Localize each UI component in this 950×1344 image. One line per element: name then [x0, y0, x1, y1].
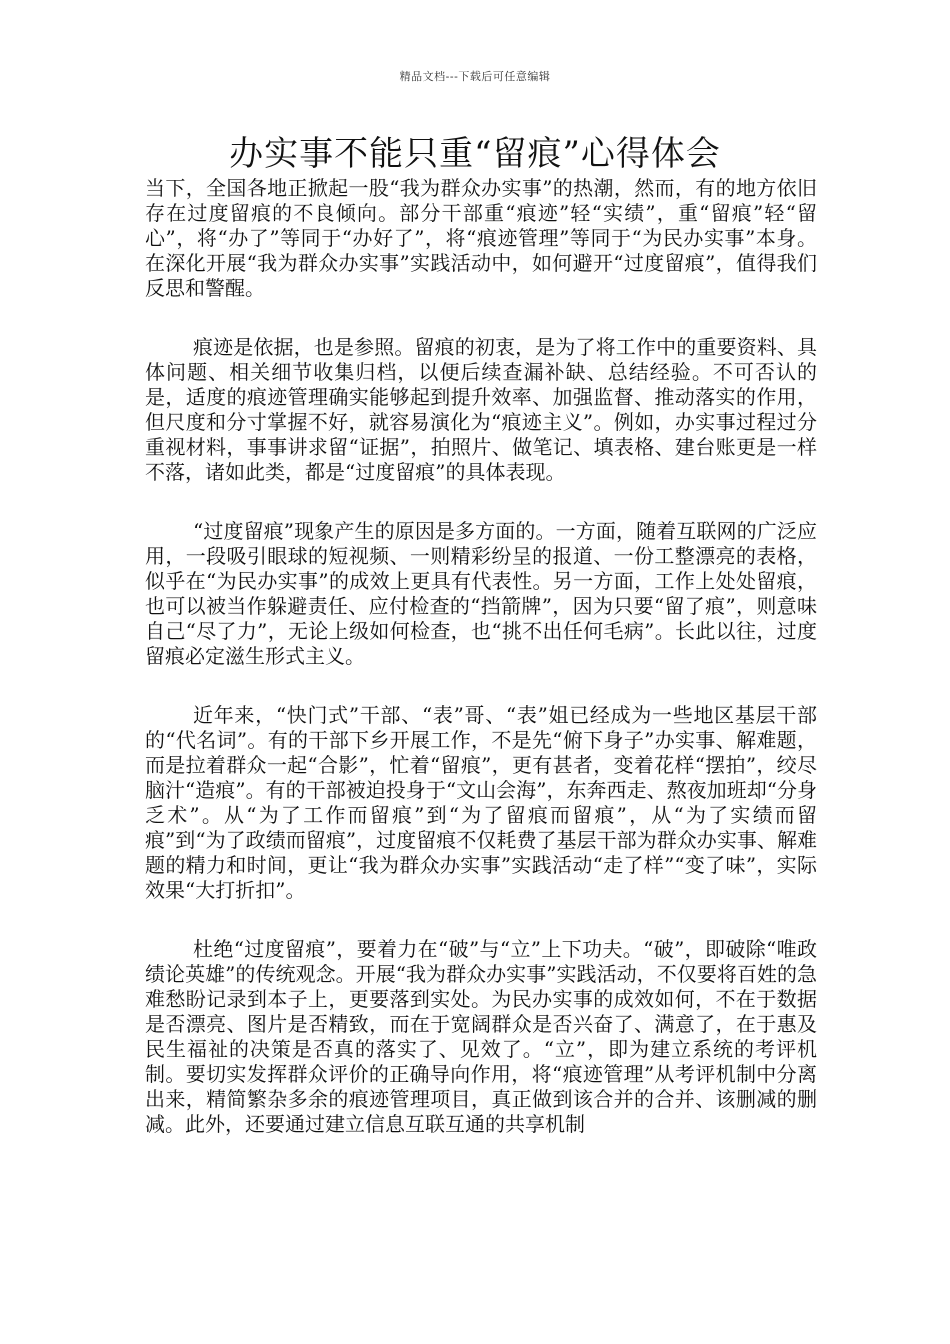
- document-body: [145, 176, 817, 1171]
- document-title: 办实事不能只重“留痕”心得体会: [229, 134, 721, 174]
- paragraph-5: 杜绝“过度留痕”，要着力在“破”与“立”上下功夫。“破”，即破除“唯政绩论英雄”的传统观念。开展“我为群众办实事”实践活动，不仅要将百姓的急难愁盼记录到本子上，更要落到实处。为民办实事的成效如何，不在于数据是否漂亮、图片是否精致，而在于宽阔群众是否兴奋了、满意了，在于惠及民生福祉的决策是否真的落实了、见效了。“立”，即为建立系统的考评机制。要切实发挥群众评价的正确导向作用，将“痕迹管理”从考评机制中分离出来，精简繁杂多余的痕迹管理项目，真正做到该合并的合并、该删减的删减。此外，还要通过建立信息互联互通的共享机制: [145, 937, 817, 1136]
- paragraph-3: “过度留痕”现象产生的原因是多方面的。一方面，随着互联网的广泛应用，一段吸引眼球的短视频、一则精彩纷呈的报道、一份工整漂亮的表格，似乎在“为民办实事”的成效上更具有代表性。另一方面，工作上处处留痕，也可以被当作躲避责任、应付检查的“挡箭牌”，因为只要“留了痕”，则意味自己“尽了力”，无论上级如何检查，也“挑不出任何毛病”。长此以往，过度留痕必定滋生形式主义。: [145, 519, 817, 668]
- paragraph-2: 痕迹是依据，也是参照。留痕的初衷，是为了将工作中的重要资料、具体问题、相关细节收集归档，以便后续查漏补缺、总结经验。不可否认的是，适度的痕迹管理确实能够起到提升效率、加强监督、推动落实的作用，但尺度和分寸掌握不好，就容易演化为“痕迹主义”。例如，办实事过程过分重视材料，事事讲求留“证据”，拍照片、做笔记、填表格、建台账更是一样不落，诸如此类，都是“过度留痕”的具体表现。: [145, 335, 817, 484]
- paragraph-4: 近年来，“快门式”干部、“表”哥、“表”姐已经成为一些地区基层干部的“代名词”。有的干部下乡开展工作，不是先“俯下身子”办实事、解难题，而是拉着群众一起“合影”，忙着“留痕”，更有甚者，变着花样“摆拍”，绞尽脑汁“造痕”。有的干部被迫投身于“文山会海”，东奔西走、熬夜加班却“分身乏术”。从“为了工作而留痕”到“为了留痕而留痕”，从“为了实绩而留痕”到“为了政绩而留痕”，过度留痕不仅耗费了基层干部为群众办实事、解难题的精力和时间，更让“我为群众办实事”实践活动“走了样”“变了味”，实际效果“大打折扣”。: [145, 703, 817, 902]
- header-note: 精品文档---下载后可任意编辑: [399, 70, 551, 83]
- paragraph-intro: 当下，全国各地正掀起一股“我为群众办实事”的热潮，然而，有的地方依旧存在过度留痕的不良倾向。部分干部重“痕迹”轻“实绩”，重“留痕”轻“留心”，将“办了”等同于“办好了”，将“痕迹管理”等同于“为民办实事”本身。在深化开展“我为群众办实事”实践活动中，如何避开“过度留痕”，值得我们反思和警醒。: [145, 176, 817, 300]
